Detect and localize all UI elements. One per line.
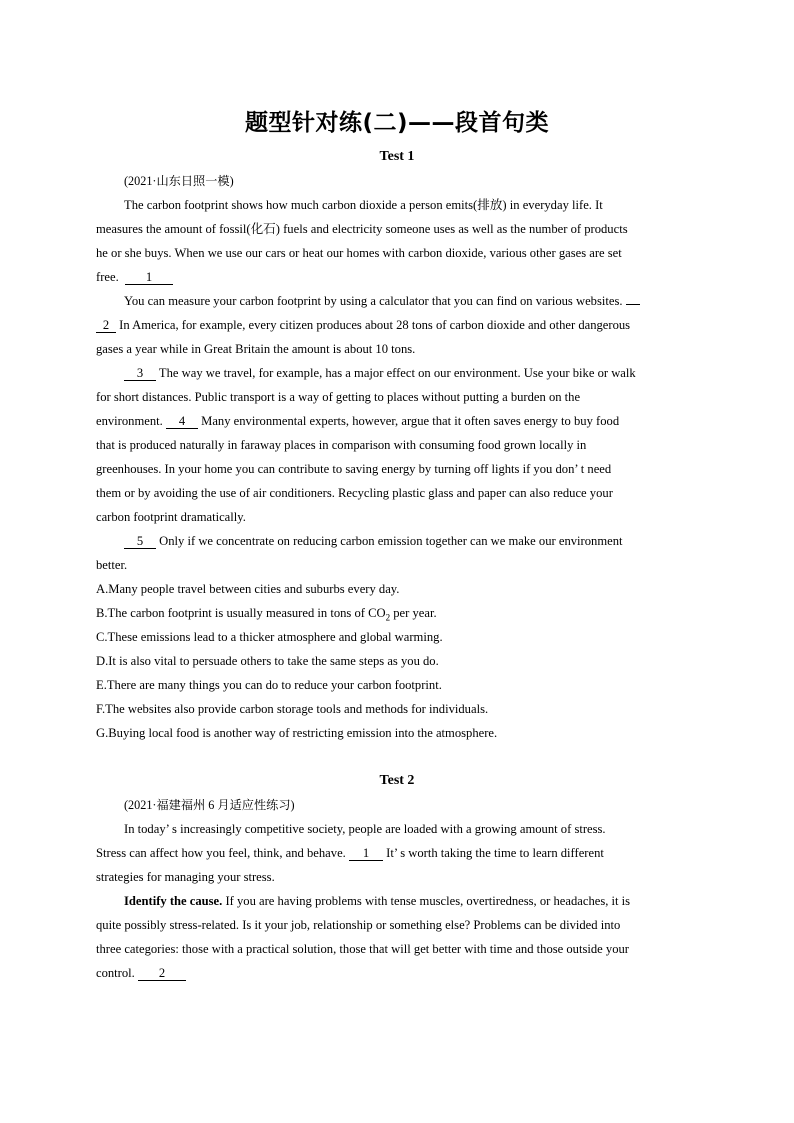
blank-2-start: [626, 304, 640, 305]
test1-p4-line1: [124, 533, 696, 549]
blank-5: 5: [124, 534, 156, 549]
test1-p3-line3: [96, 413, 696, 429]
bold-heading: Identify the cause.: [124, 894, 223, 908]
test2-p2-line1: [124, 893, 696, 909]
text-segment: In America, for example, every citizen produces about 28 tons of carbon dioxide and other dangerous: [119, 318, 631, 332]
test1-p3-line2: for short distances. Public transport is a way of getting to places without putting a burden on the: [96, 390, 581, 404]
option-b: [96, 605, 696, 626]
option-d: D.It is also vital to persuade others to take the same steps as you do.: [96, 654, 439, 668]
blank-3: 3: [124, 366, 156, 381]
test1-p1-line3: he or she buys. When we use our cars or heat our homes with carbon dioxide, various other gases are set: [96, 246, 622, 260]
test1-p1-line1: The carbon footprint shows how much carbon dioxide a person emits(排放) in everyday life. It: [124, 198, 603, 212]
text-segment: control.: [96, 966, 135, 980]
test1-p2-line1: [124, 293, 696, 309]
text-segment: The way we travel, for example, has a major effect on our environment. Use your bike or walk: [158, 366, 636, 380]
option-e: E.There are many things you can do to reduce your carbon footprint.: [96, 678, 442, 692]
text-segment: per year.: [390, 606, 437, 620]
page-title: 题型针对练(二)——段首句类: [244, 110, 550, 136]
test1-p4-line2: better.: [96, 558, 128, 572]
test1-p3-line6: them or by avoiding the use of air conditioners. Recycling plastic glass and paper can also reduce your: [96, 486, 613, 500]
text-segment: It’ s worth taking the time to learn different: [386, 846, 604, 860]
blank-1: 1: [125, 270, 173, 285]
text-segment: You can measure your carbon footprint by using a calculator that you can find on various websites.: [124, 294, 623, 308]
option-g: G.Buying local food is another way of restricting emission into the atmosphere.: [96, 726, 498, 740]
test1-p2-line3: gases a year while in Great Britain the amount is about 10 tons.: [96, 342, 416, 356]
blank-2: 2: [138, 966, 186, 981]
option-a: A.Many people travel between cities and suburbs every day.: [96, 582, 400, 596]
text-segment: Only if we concentrate on reducing carbon emission together can we make our environment: [159, 534, 623, 548]
test1-p3-line4: that is produced naturally in faraway places in comparison with consuming food grown locally in: [96, 438, 587, 452]
test1-p3-line7: carbon footprint dramatically.: [96, 510, 246, 524]
test2-source: (2021·福建福州 6 月适应性练习): [124, 798, 295, 812]
option-f: F.The websites also provide carbon storage tools and methods for individuals.: [96, 702, 489, 716]
test2-p2-line4: [96, 965, 696, 981]
test2-p2-line3: three categories: those with a practical solution, those that will get better with time and those outside your: [96, 942, 629, 956]
text-segment: environment.: [96, 414, 163, 428]
option-c: C.These emissions lead to a thicker atmosphere and global warming.: [96, 630, 443, 644]
test2-p1-line3: strategies for managing your stress.: [96, 870, 275, 884]
text-segment: Many environmental experts, however, argue that it often saves energy to buy food: [201, 414, 620, 428]
blank-2: 2: [96, 318, 116, 333]
text-segment: free.: [96, 270, 119, 284]
subscript: 2: [385, 612, 391, 623]
test1-p1-line2: measures the amount of fossil(化石) fuels and electricity someone uses as well as the number of products: [96, 222, 628, 236]
test1-p3-line5: greenhouses. In your home you can contribute to saving energy by turning off lights if you don’ t need: [96, 462, 612, 476]
blank-1: 1: [349, 846, 383, 861]
test1-p3-line1: [124, 365, 696, 381]
test1-source: (2021·山东日照一模): [124, 174, 234, 188]
test1-p1-line4: [96, 269, 696, 285]
text-segment: Stress can affect how you feel, think, and behave.: [96, 846, 346, 860]
test1-heading: Test 1: [379, 149, 415, 164]
test1-p2-line2: [96, 317, 696, 333]
test2-p1-line1: In today’ s increasingly competitive society, people are loaded with a growing amount of stress.: [124, 822, 606, 836]
blank-4: 4: [166, 414, 198, 429]
test2-p2-line2: quite possibly stress-related. Is it your job, relationship or something else? Problems can be divided into: [96, 918, 621, 932]
test2-p1-line2: [96, 845, 696, 861]
test2-heading: Test 2: [379, 773, 415, 788]
text-segment: B.The carbon footprint is usually measured in tons of CO: [96, 606, 386, 620]
text-segment: If you are having problems with tense muscles, overtiredness, or headaches, it is: [222, 894, 631, 908]
